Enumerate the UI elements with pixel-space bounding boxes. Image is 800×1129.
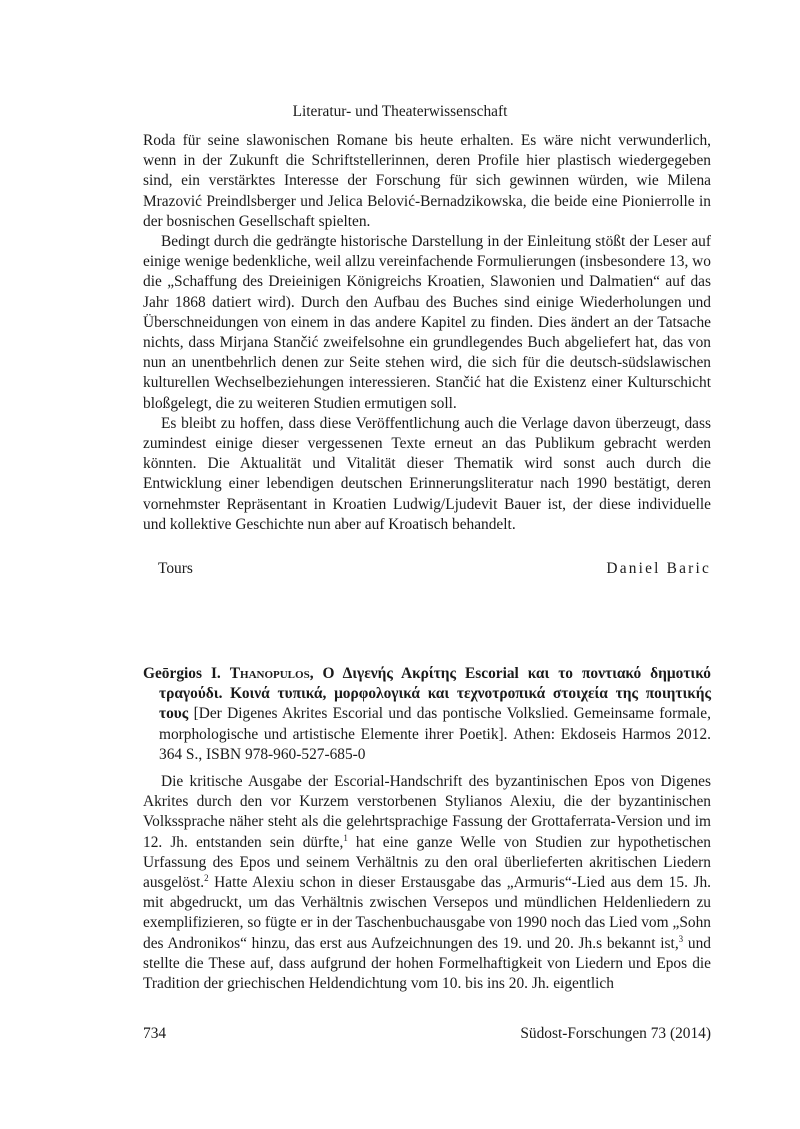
review1-paragraph-3: Es bleibt zu hoffen, dass diese Veröffentlichung auch die Verlage davon überzeugt, dass zumindest einige dieser vergessenen Texte erneut an das Publikum gebracht werden könnten. Die Aktualität und Vitalität dieser Thematik wird sonst auch durch die Entwicklung einer lebendigen deutschen Erinnerungsliteratur nach 1990 bestätigt, deren vornehmster Repräsentant in Kroatien Ludwig/Ljudevit Bauer ist, der diese individuelle und kollektive Geschichte nun aber auf Kroatisch behandelt. bbox=[143, 414, 711, 533]
book-bibliography: [Der Digenes Akrites Escorial und das pontische Volkslied. Gemeinsame formale, morphologische und artistische Elemente ihrer Poetik]. Athen: Ekdoseis Harmos 2012. 364 S., ISBN 978-960-527-685-0 bbox=[159, 705, 711, 763]
book-author-first: Geōrgios I. bbox=[143, 665, 221, 682]
review1-paragraph-2: Bedingt durch die gedrängte historische Darstellung in der Einleitung stößt der Leser auf einige wenige bedenkliche, weil allzu vereinfachende Formulierungen (insbesondere 13, wo die „Schaffung des Dreieinigen Königreichs Kroatien, Slawonien und Dalmatien“ auf das Jahr 1868 datiert wird). Durch den Aufbau des Buches sind einige Wiederholungen und Überschneidungen von einem in das andere Kapitel zu finden. Dies ändert an der Tatsache nichts, dass Mirjana Stančić zweifelsohne ein grundlegendes Buch abgeliefert hat, das von nun an unentbehrlich denen zur Seite stehen wird, die sich für die deutsch-südslawischen kulturellen Wechselbeziehungen interessieren. Stančić hat die Existenz einer Kulturschicht bloßgelegt, die zu weiteren Studien ermutigen soll. bbox=[143, 233, 711, 412]
book-title-greek: Ο Διγενής Ακρίτης Escorial και το ποντιακό δημοτικό τραγούδι. Κοινά τυπικά, μορφολογικά και τεχνοτροπικά στοιχεία της ποιητικής τους bbox=[159, 665, 711, 723]
footnote-ref-2: 2 bbox=[204, 872, 209, 883]
footnote-ref-1: 1 bbox=[343, 832, 348, 843]
review1-body bbox=[143, 131, 711, 535]
review1-signature bbox=[158, 560, 711, 582]
footnote-ref-3: 3 bbox=[678, 933, 684, 944]
review2-paragraph-1: Die kritische Ausgabe der Escorial-Handschrift des byzantinischen Epos von Digenes Akrites durch den vor Kurzem verstorbenen Stylianos Alexiu, die der byzantinischen Volkssprache näher steht als die gelehrtsprachige Fassung der Grottaferrata-Version und im 12. Jh. entstanden sein dürfte,$^1$ hat eine ganze Welle von Studien zur hypothetischen Urfassung des Epos und seinem Verhältnis zu den oral überlieferten akritischen Liedern ausgelöst.$^2$ Hatte Alexiu schon in dieser Erstausgabe das „Armuris“-Lied aus dem 15. Jh. mit abgedruckt, um das Verhältnis zwischen Versepos und mündlichen Heldenliedern zu exemplifizieren, so fügte er in der Taschenbuchausgabe von 1990 noch das Lied vom „Sohn des Andronikos“ hinzu, das erst aus Aufzeichnungen des 19. und 20. Jh.s bekannt ist,$^3$ und stellte die These auf, dass aufgrund der hohen Formelhaftigkeit von Liedern und Epos die Tradition der griechischen Heldendichtung vom 10. bis ins 20. Jh. eigentlich bbox=[143, 773, 711, 993]
review2-body bbox=[143, 772, 711, 994]
book-author-last: Thanopulos bbox=[229, 665, 310, 682]
running-header: Literatur- und Theaterwissenschaft bbox=[292, 103, 508, 120]
reviewer-name: Daniel Baric bbox=[606, 560, 711, 577]
review2-citation: Geōrgios I. Thanopulos, Ο Διγενής Ακρίτης Escorial και το ποντιακό δημοτικό τραγούδι. Κοινά τυπικά, μορφολογικά και τεχνοτροπικά στοιχεία της ποιητικής τους [Der Digenes Akrites Escorial und das pontische Volkslied. Gemeinsame formale, morphologische und artistische Elemente ihrer Poetik]. Athen: Ekdoseis Harmos 2012. 364 S., ISBN 978-960-527-685-0 bbox=[143, 665, 711, 763]
page-number: 734 bbox=[143, 1025, 167, 1042]
journal-footer: Südost-Forschungen 73 (2014) bbox=[520, 1025, 711, 1042]
reviewer-place: Tours bbox=[158, 560, 193, 577]
review1-paragraph-1: Roda für seine slawonischen Romane bis heute erhalten. Es wäre nicht verwunderlich, wenn in der Zukunft die Schriftstellerinnen, deren Profile hier plastisch wiedergegeben sind, ein verstärktes Interesse der Forschung für sich gewinnen würden, wie Milena Mrazović Preindlsberger und Jelica Belović-Bernadzikowska, die beide eine Pionierrolle in der bosnischen Gesellschaft spielten. bbox=[143, 132, 711, 230]
